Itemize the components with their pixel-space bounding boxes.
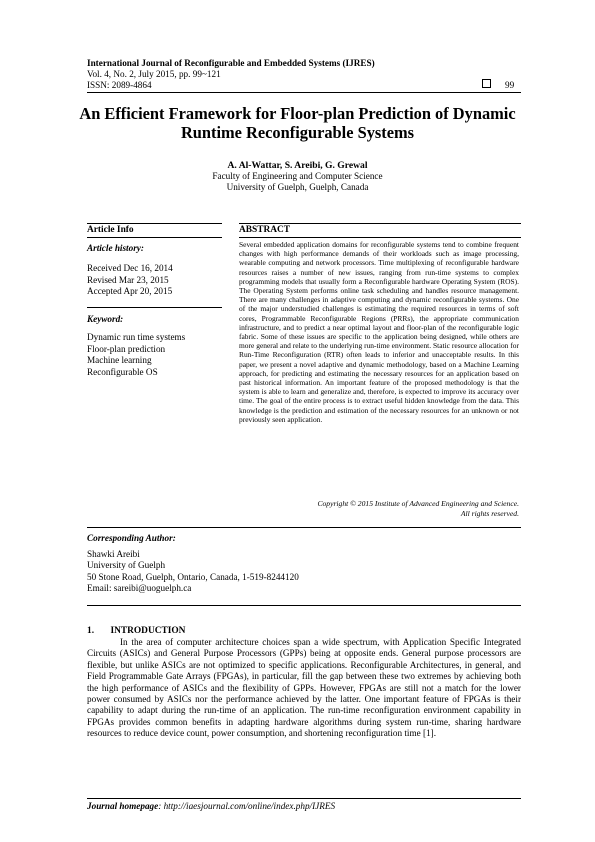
corresponding-heading: Corresponding Author: [87, 533, 176, 543]
affiliation-line: Faculty of Engineering and Computer Science [212, 171, 383, 181]
keyword-item: Dynamic run time systems [87, 332, 186, 343]
header-rule [87, 92, 521, 93]
history-heading: Article history: [87, 243, 144, 253]
corresponding-top-rule [87, 527, 521, 528]
affiliation-line: University of Guelph, Guelph, Canada [226, 182, 369, 192]
page-number: 99 [505, 80, 515, 90]
copyright-line: Copyright © 2015 Institute of Advanced Engineering and Science. [317, 499, 519, 508]
author-email: Email: sareibi@uoguelph.ca [87, 582, 192, 593]
author-detail-line: 50 Stone Road, Guelph, Ontario, Canada, 1-519-8244120 [87, 571, 299, 582]
square-bullet-icon [482, 79, 491, 88]
keyword-item: Machine learning [87, 355, 152, 366]
article-info-heading: Article Info [87, 225, 134, 235]
journal-name: International Journal of Reconfigurable and Embedded Systems (IJRES) [87, 58, 375, 68]
journal-homepage [87, 801, 335, 811]
keyword-item: Reconfigurable OS [87, 366, 158, 377]
keyword-heading: Keyword: [87, 314, 124, 324]
title-line: Runtime Reconfigurable Systems [180, 123, 415, 142]
copyright-notice [239, 499, 519, 519]
author-block [60, 160, 535, 193]
introduction-text: In the area of computer architecture choices span a wide spectrum, with Application Specific Integrated Circuits (ASICs) and General Purpose Processors (GPPs) being at opposite ends. General purpose processors are flexible, but unlike ASICs are not optimized to specific applications. Reconfigurable Architectures, in general, and Field Programmable Gate Arrays (FPGAs), in particular, fill the gap between these two extremes by achieving both the high performance of ASICs and the flexibility of GPPs. However, FPGAs are still not a match for the lower power consumed by ASICs nor the performance achieved by the latter. One important feature of FPGAs is their capability to adapt during the run-time of an application. The run-time reconfiguration environment capability in FPGAs provides common benefits in adapting hardware algorithms during system run-time, sharing hardware resources to reduce device count, power consumption, and shortening reconfiguration time [1]. [87, 637, 521, 739]
title-line: An Efficient Framework for Floor-plan Prediction of Dynamic [79, 104, 516, 123]
author-detail-line: Shawki Areibi [87, 549, 140, 560]
homepage-link[interactable]: : http://iaesjournal.com/online/index.php/IJRES [158, 801, 336, 811]
keyword-top-rule [87, 307, 222, 308]
paper-title [60, 104, 535, 142]
keyword-item: Floor-plan prediction [87, 343, 166, 354]
abstract-text: Several embedded application domains for reconfigurable systems tend to combine frequent changes with high performance demands of their workloads such as image processing, wearable computing and network processors. Time multiplexing of reconfigurable hardware resources raises a number of new issues, ranging from run-time systems to complex programming models that usually form a Reconfigurable hardware Operating System (ROS). The Operating System performs online task scheduling and handles resource management. There are many challenges in adaptive computing and dynamic reconfigurable systems. One of the major understudied challenges is estimating the required resources in terms of soft cores, Programmable Reconfigurable Regions (PRRs), the appropriate communication infrastructure, and to predict a near optimal layout and floor-plan of the reconfigurable logic fabric. Some of these issues are specific to the application being designed, while others are more general and relate to the underlying run-time environment. Static resource allocation for Run-Time Reconfiguration (RTR) often leads to inferior and unacceptable results. In this paper, we present a novel adaptive and dynamic methodology, based on a Machine Learning approach, for predicting and estimating the necessary resources for an application based on past historical information. An important feature of the proposed methodology is that the system is able to learn and generalize and, therefore, is expected to improve its accuracy over time. The goal of the entire process is to extract useful hidden knowledge from the data. This knowledge is the prediction and estimation of the necessary resources for an unknown or not previously seen application. [239, 240, 519, 424]
corresponding-author [87, 533, 517, 594]
article-info-sub-rule [87, 237, 222, 238]
issn: ISSN: 2089-4864 [87, 80, 152, 90]
author-detail-line: University of Guelph [87, 560, 166, 571]
copyright-line: All rights reserved. [460, 509, 519, 518]
footer-rule [87, 798, 521, 799]
section-divider-rule [87, 605, 521, 606]
revised-date: Revised Mar 23, 2015 [87, 274, 169, 285]
volume-info: Vol. 4, No. 2, July 2015, pp. 99~121 [87, 69, 221, 79]
article-info-top-rule [87, 223, 222, 224]
author-names: A. Al-Wattar, S. Areibi, G. Grewal [227, 160, 368, 171]
received-date: Received Dec 16, 2014 [87, 263, 173, 274]
abstract-heading: ABSTRACT [239, 225, 291, 235]
keyword-block [87, 314, 222, 378]
article-history [87, 243, 222, 298]
accepted-date: Accepted Apr 20, 2015 [87, 286, 173, 297]
abstract-top-rule [239, 223, 521, 224]
abstract-sub-rule [239, 237, 521, 238]
section-heading: 1. INTRODUCTION [87, 626, 186, 636]
homepage-label: Journal homepage [87, 801, 159, 811]
